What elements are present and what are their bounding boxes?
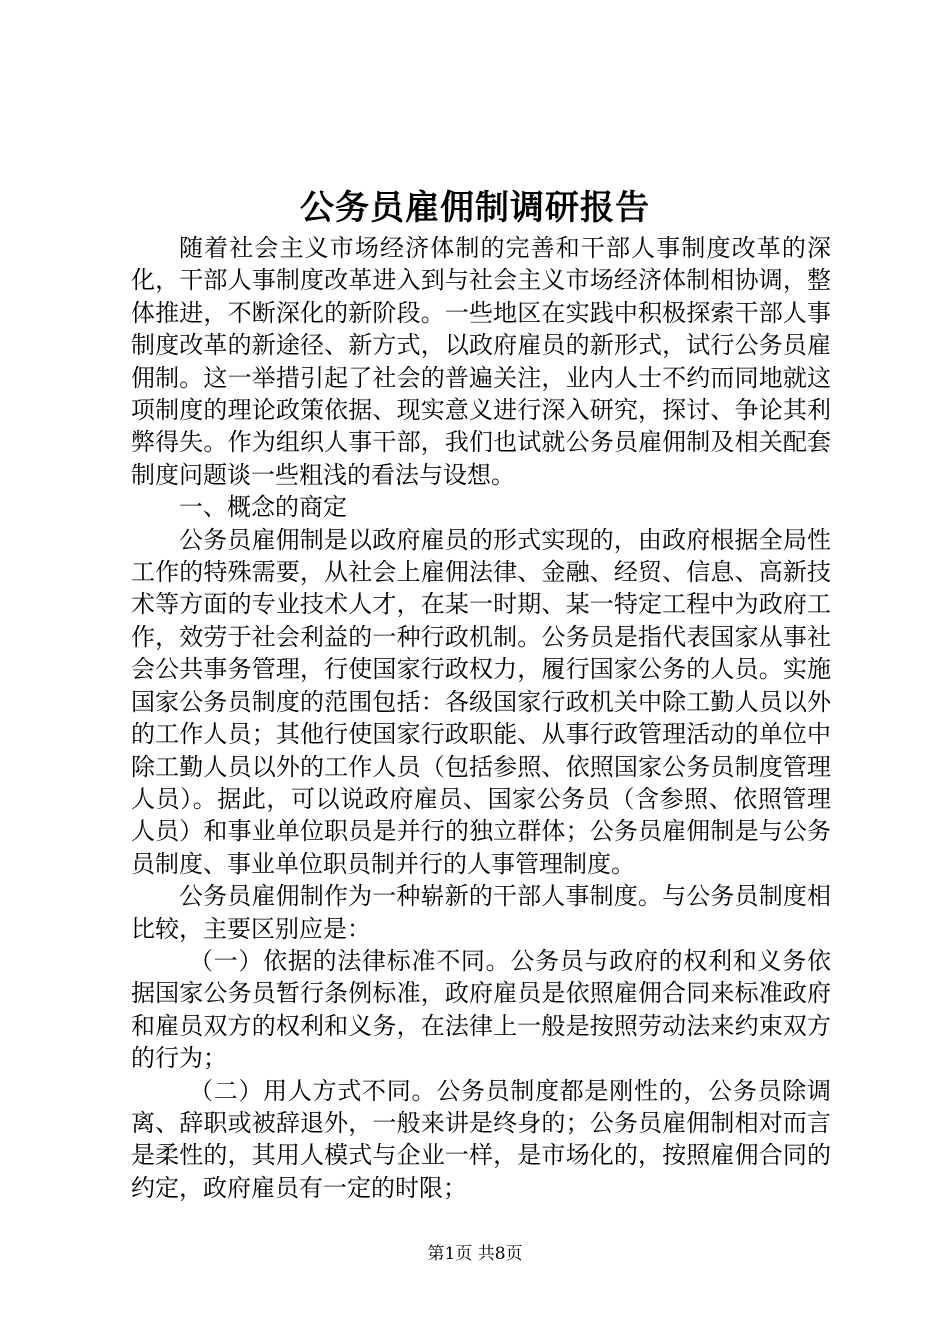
section-heading: 一、概念的商定 [179,493,347,522]
list-item-1: （一）依据的法律标准不同。公务员与政府的权利和义务依据国家公务员暂行条例标准，政府雇员是依照雇佣合同来标准政府和雇员双方的权利和义务，在法律上一般是按照劳动法来约束双方的行为； [131,946,831,1073]
document-title: 公务员雇佣制调研报告 [300,188,650,228]
paragraph-comparison: 公务员雇佣制作为一种崭新的干部人事制度。与公务员制度相比较，主要区别应是： [131,882,831,943]
list-item-2: （二）用人方式不同。公务员制度都是刚性的，公务员除调离、辞职或被辞退外，一般来讲是终身的；公务员雇佣制相对而言是柔性的，其用人模式与企业一样，是市场化的，按照雇佣合同的约定，政府雇员有一定的时限； [131,1076,831,1202]
paragraph-definition: 公务员雇佣制是以政府雇员的形式实现的，由政府根据全局性工作的特殊需要，从社会上雇佣法律、金融、经贸、信息、高新技术等方面的专业技术人才，在某一时期、某一特定工程中为政府工作，效劳于社会利益的一种行政机制。公务员是指代表国家从事社会公共事务管理，行使国家行政权力，履行国家公务的人员。实施国家公务员制度的范围包括：各级国家行政机关中除工勤人员以外的工作人员；其他行使国家行政职能、从事行政管理活动的单位中除工勤人员以外的工作人员（包括参照、依照国家公务员制度管理人员）。据此，可以说政府雇员、国家公务员（含参照、依照管理人员）和事业单位职员是并行的独立群体；公务员雇佣制是与公务员制度、事业单位职员制并行的人事管理制度。 [131,525,831,878]
document-body [131,232,831,1204]
paragraph-intro: 随着社会主义市场经济体制的完善和干部人事制度改革的深化，干部人事制度改革进入到与社会主义市场经济体制相协调，整体推进，不断深化的新阶段。一些地区在实践中积极探索干部人事制度改革的新途径、新方式，以政府雇员的新形式，试行公务员雇佣制。这一举措引起了社会的普遍关注，业内人士不约而同地就这项制度的理论政策依据、现实意义进行深入研究，探讨、争论其利弊得失。作为组织人事干部，我们也试就公务员雇佣制及相关配套制度问题谈一些粗浅的看法与设想。 [131,234,831,489]
page-number: 第1页 共8页 [427,1244,523,1264]
